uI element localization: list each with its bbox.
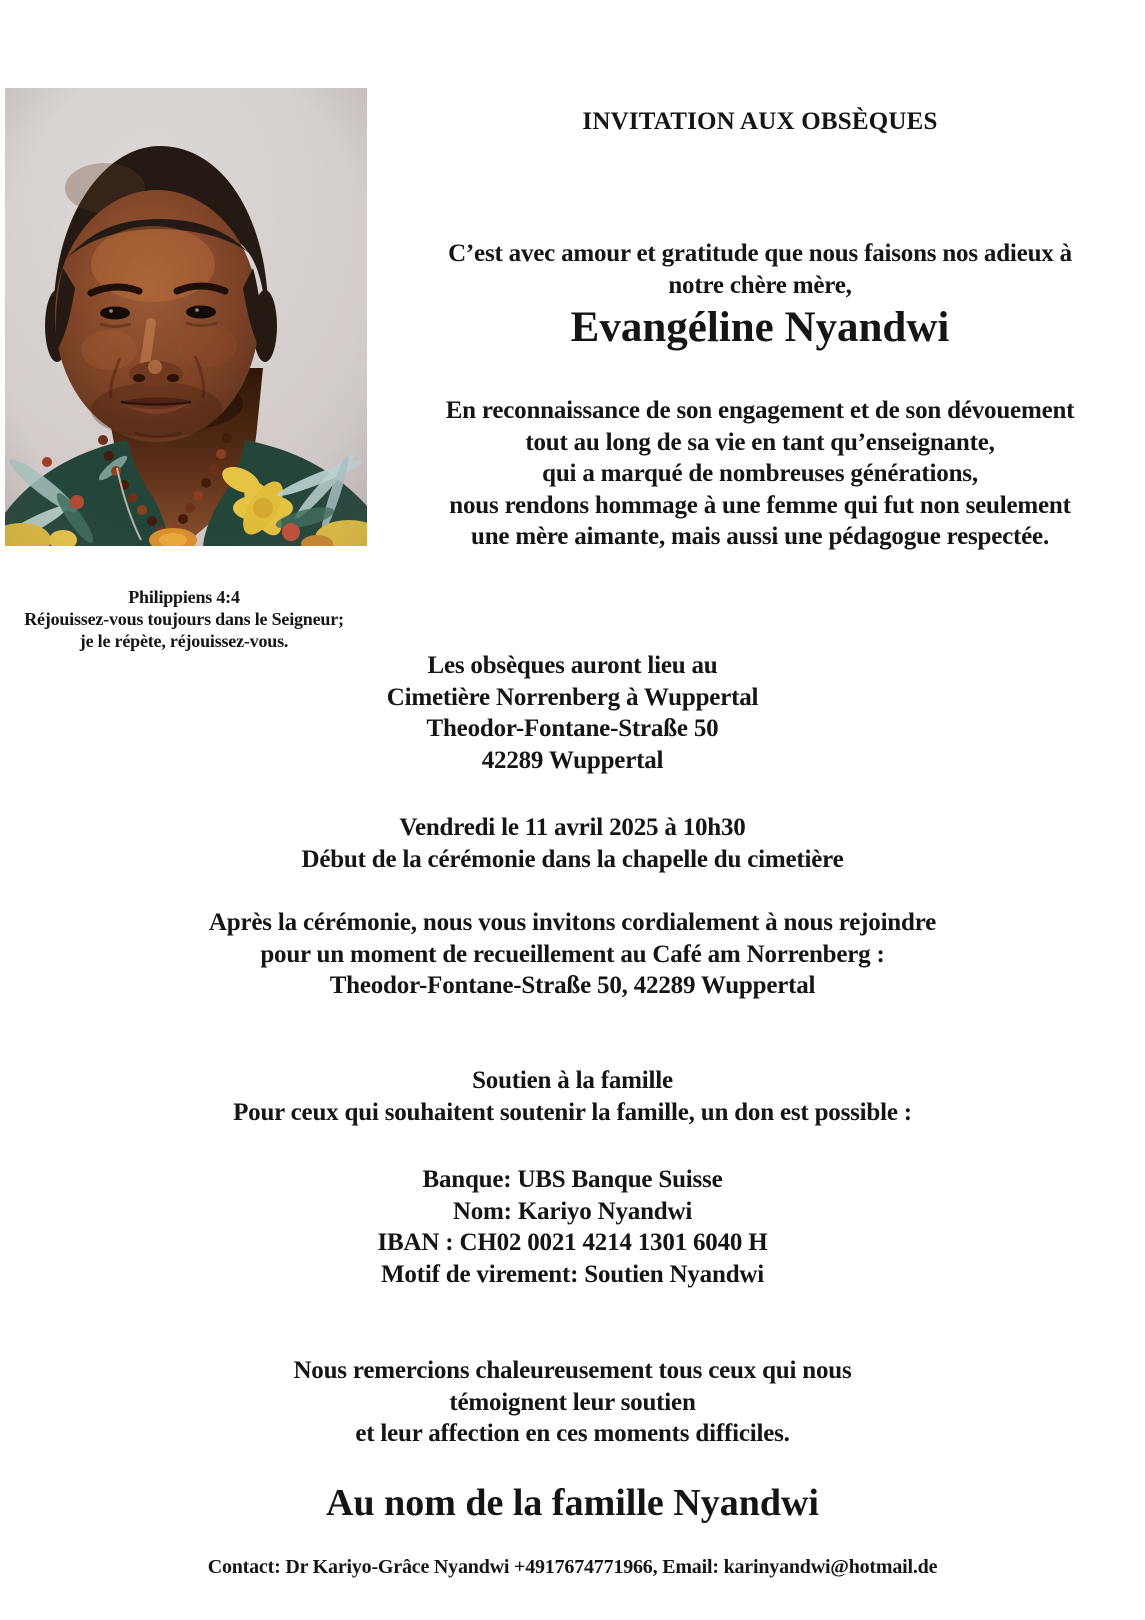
location-line: 42289 Wuppertal bbox=[481, 746, 664, 774]
tribute-line: nous rendons hommage à une femme qui fut non seulement bbox=[449, 491, 1071, 519]
reception-line: pour un moment de recueillement au Café am Norrenberg : bbox=[260, 940, 885, 968]
bank-account-holder: Nom: Kariyo Nyandwi bbox=[452, 1197, 693, 1225]
tribute-paragraph bbox=[377, 395, 1143, 553]
datetime-line: Début de la cérémonie dans la chapelle du cimetière bbox=[301, 845, 844, 873]
intro-paragraph bbox=[377, 238, 1143, 301]
tribute-line: une mère aimante, mais aussi une pédagogue respectée. bbox=[470, 523, 1049, 550]
page-title: INVITATION AUX OBSÈQUES bbox=[582, 108, 938, 135]
funeral-datetime bbox=[0, 812, 1145, 875]
family-support bbox=[0, 1065, 1145, 1128]
support-line: Pour ceux qui souhaitent soutenir la famille, un don est possible : bbox=[233, 1098, 912, 1126]
bible-verse bbox=[0, 586, 368, 652]
deceased-name: Evangéline Nyandwi bbox=[570, 304, 950, 351]
bank-details bbox=[0, 1164, 1145, 1290]
location-line: Cimetière Norrenberg à Wuppertal bbox=[386, 683, 759, 711]
portrait-photo bbox=[5, 88, 367, 546]
verse-reference: Philippiens 4:4 bbox=[128, 587, 240, 607]
location-line: Theodor-Fontane-Straße 50 bbox=[426, 715, 719, 742]
tribute-line: En reconnaissance de son engagement et de son dévouement bbox=[445, 397, 1075, 424]
verse-line: je le répète, réjouissez-vous. bbox=[79, 631, 289, 651]
portrait-photo-graphic bbox=[5, 88, 367, 546]
bank-reference: Motif de virement: Soutien Nyandwi bbox=[381, 1260, 764, 1288]
tribute-line: tout au long de sa vie en tant qu’enseignante, bbox=[525, 428, 995, 456]
funeral-location bbox=[0, 650, 1145, 776]
thanks-line: et leur affection en ces moments difficiles. bbox=[355, 1420, 790, 1447]
support-heading: Soutien à la famille bbox=[472, 1067, 673, 1094]
reception-line: Theodor-Fontane-Straße 50, 42289 Wuppertal bbox=[329, 972, 816, 999]
bank-iban: IBAN : CH02 0021 4214 1301 6040 H bbox=[377, 1229, 768, 1256]
family-signature: Au nom de la famille Nyandwi bbox=[326, 1482, 819, 1524]
contact-line: Contact: Dr Kariyo-Grâce Nyandwi +4917674771966, Email: karinyandwi@hotmail.de bbox=[207, 1556, 938, 1578]
reception-info bbox=[0, 907, 1145, 1002]
bank-name: Banque: UBS Banque Suisse bbox=[422, 1166, 723, 1193]
verse-line: Réjouissez-vous toujours dans le Seigneur; bbox=[24, 609, 344, 629]
reception-line: Après la cérémonie, nous vous invitons cordialement à nous rejoindre bbox=[208, 909, 937, 936]
intro-line: C’est avec amour et gratitude que nous faisons nos adieux à bbox=[448, 240, 1072, 267]
intro-line: notre chère mère, bbox=[668, 271, 852, 299]
datetime-line: Vendredi le 11 avril 2025 à 10h30 bbox=[399, 814, 746, 841]
location-line: Les obsèques auront lieu au bbox=[427, 652, 718, 679]
tribute-line: qui a marqué de nombreuses générations, bbox=[542, 460, 978, 487]
thanks-paragraph bbox=[0, 1355, 1145, 1450]
thanks-line: témoignent leur soutien bbox=[449, 1388, 696, 1416]
thanks-line: Nous remercions chaleureusement tous ceux qui nous bbox=[293, 1357, 852, 1384]
